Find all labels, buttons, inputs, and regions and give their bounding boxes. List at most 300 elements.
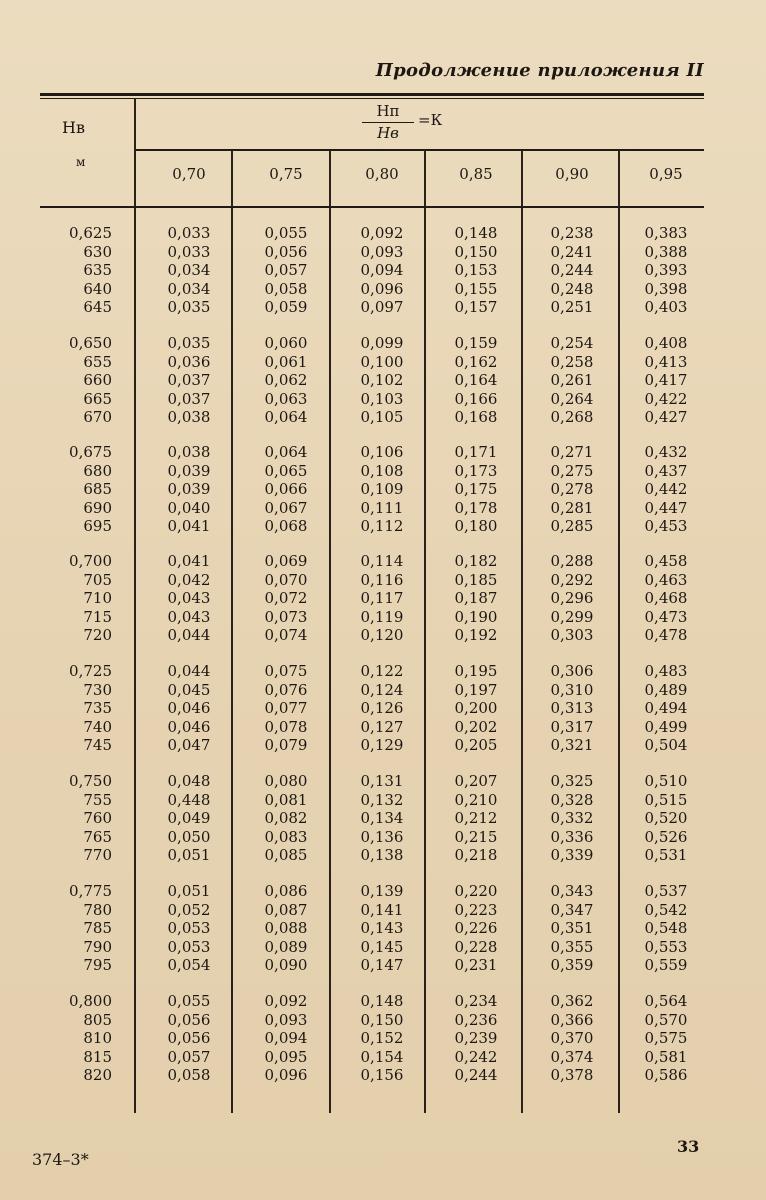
- table-cell: 0,034: [167, 279, 211, 298]
- table-cell: 0,398: [644, 279, 688, 298]
- table-row: [0, 626, 766, 644]
- table-row: [0, 371, 766, 389]
- row-hv-value: 645: [83, 298, 112, 317]
- row-hv-value: 820: [83, 1066, 112, 1085]
- table-cell: 0,268: [550, 408, 594, 427]
- table-cell: 0,313: [550, 699, 594, 718]
- row-hv-value: 705: [83, 570, 112, 589]
- table-cell: 0,143: [360, 919, 404, 938]
- table-cell: 0,088: [264, 919, 308, 938]
- table-row: [0, 334, 766, 352]
- table-cell: 0,261: [550, 371, 594, 390]
- table-row: [0, 280, 766, 298]
- table-cell: 0,055: [167, 992, 211, 1010]
- table-cell: 0,347: [550, 900, 594, 919]
- table-row: [0, 353, 766, 371]
- table-cell: 0,060: [264, 334, 308, 352]
- table-row: [0, 992, 766, 1010]
- table-cell: 0,548: [644, 919, 688, 938]
- table-cell: 0,057: [264, 261, 308, 280]
- table-cell: 0,038: [167, 408, 211, 427]
- table-row: [0, 919, 766, 937]
- table-cell: 0,062: [264, 371, 308, 390]
- table-cell: 0,134: [360, 809, 404, 828]
- table-cell: 0,047: [167, 736, 211, 755]
- table-cell: 0,264: [550, 389, 594, 408]
- table-cell: 0,073: [264, 607, 308, 626]
- table-row: [0, 390, 766, 408]
- table-cell: 0,105: [360, 408, 404, 427]
- table-cell: 0,045: [167, 680, 211, 699]
- table-cell: 0,124: [360, 680, 404, 699]
- table-cell: 0,119: [360, 607, 404, 626]
- table-row: [0, 608, 766, 626]
- table-cell: 0,043: [167, 607, 211, 626]
- table-cell: 0,114: [360, 552, 404, 570]
- table-cell: 0,586: [644, 1066, 688, 1085]
- table-cell: 0,228: [454, 937, 498, 956]
- row-header-label: Нв: [62, 118, 85, 137]
- table-cell: 0,077: [264, 699, 308, 718]
- fraction-numerator: Нп: [376, 102, 400, 120]
- table-cell: 0,046: [167, 717, 211, 736]
- table-cell: 0,078: [264, 717, 308, 736]
- table-cell: 0,153: [454, 261, 498, 280]
- table-cell: 0,413: [644, 352, 688, 371]
- table-cell: 0,278: [550, 480, 594, 499]
- column-divider-header: [424, 150, 426, 206]
- table-row: [0, 589, 766, 607]
- column-header-k: 0,90: [555, 165, 589, 183]
- table-cell: 0,157: [454, 298, 498, 317]
- table-cell: 0,468: [644, 589, 688, 608]
- table-cell: 0,542: [644, 900, 688, 919]
- table-cell: 0,553: [644, 937, 688, 956]
- table-row: [0, 499, 766, 517]
- table-cell: 0,154: [360, 1047, 404, 1066]
- row-hv-value: 0,625: [69, 224, 112, 242]
- column-divider-header: [231, 150, 233, 206]
- table-cell: 0,180: [454, 517, 498, 536]
- row-hv-value: 630: [83, 242, 112, 261]
- formula-equals-k: =К: [418, 111, 443, 129]
- table-cell: 0,090: [264, 956, 308, 975]
- table-cell: 0,483: [644, 662, 688, 680]
- table-cell: 0,147: [360, 956, 404, 975]
- table-cell: 0,205: [454, 736, 498, 755]
- table-cell: 0,155: [454, 279, 498, 298]
- table-cell: 0,036: [167, 352, 211, 371]
- row-hv-value: 795: [83, 956, 112, 975]
- table-cell: 0,427: [644, 408, 688, 427]
- table-cell: 0,061: [264, 352, 308, 371]
- column-divider-header: [521, 150, 523, 206]
- table-cell: 0,035: [167, 334, 211, 352]
- fraction-bar: [362, 122, 414, 123]
- table-cell: 0,575: [644, 1029, 688, 1048]
- table-cell: 0,055: [264, 224, 308, 242]
- table-cell: 0,164: [454, 371, 498, 390]
- table-cell: 0,064: [264, 408, 308, 427]
- table-cell: 0,325: [550, 772, 594, 790]
- table-cell: 0,053: [167, 937, 211, 956]
- table-cell: 0,417: [644, 371, 688, 390]
- table-row: [0, 1048, 766, 1066]
- footer-signature-mark: 374–3*: [32, 1150, 89, 1169]
- column-header-k: 0,80: [365, 165, 399, 183]
- table-row: [0, 956, 766, 974]
- table-cell: 0,044: [167, 626, 211, 645]
- table-row: [0, 699, 766, 717]
- table-cell: 0,210: [454, 790, 498, 809]
- table-cell: 0,200: [454, 699, 498, 718]
- table-cell: 0,100: [360, 352, 404, 371]
- table-cell: 0,080: [264, 772, 308, 790]
- table-cell: 0,081: [264, 790, 308, 809]
- table-cell: 0,393: [644, 261, 688, 280]
- table-cell: 0,095: [264, 1047, 308, 1066]
- table-cell: 0,366: [550, 1010, 594, 1029]
- table-cell: 0,046: [167, 699, 211, 718]
- table-cell: 0,378: [550, 1066, 594, 1085]
- table-cell: 0,103: [360, 389, 404, 408]
- table-cell: 0,127: [360, 717, 404, 736]
- table-cell: 0,120: [360, 626, 404, 645]
- table-cell: 0,343: [550, 882, 594, 900]
- table-cell: 0,148: [360, 992, 404, 1010]
- table-cell: 0,148: [454, 224, 498, 242]
- table-cell: 0,238: [550, 224, 594, 242]
- table-cell: 0,218: [454, 846, 498, 865]
- row-hv-value: 680: [83, 461, 112, 480]
- row-hv-value: 740: [83, 717, 112, 736]
- table-cell: 0,057: [167, 1047, 211, 1066]
- table-cell: 0,248: [550, 279, 594, 298]
- table-row: [0, 408, 766, 426]
- table-cell: 0,258: [550, 352, 594, 371]
- table-cell: 0,202: [454, 717, 498, 736]
- table-cell: 0,306: [550, 662, 594, 680]
- column-divider-header: [329, 150, 331, 206]
- table-cell: 0,383: [644, 224, 688, 242]
- table-cell: 0,033: [167, 242, 211, 261]
- row-hv-value: 810: [83, 1029, 112, 1048]
- table-cell: 0,190: [454, 607, 498, 626]
- table-cell: 0,173: [454, 461, 498, 480]
- table-cell: 0,109: [360, 480, 404, 499]
- table-cell: 0,171: [454, 443, 498, 461]
- table-cell: 0,074: [264, 626, 308, 645]
- table-cell: 0,037: [167, 389, 211, 408]
- table-cell: 0,296: [550, 589, 594, 608]
- fraction: [360, 102, 416, 143]
- ratio-formula: [360, 102, 470, 142]
- table-cell: 0,058: [167, 1066, 211, 1085]
- table-cell: 0,494: [644, 699, 688, 718]
- table-cell: 0,215: [454, 827, 498, 846]
- table-cell: 0,034: [167, 261, 211, 280]
- table-cell: 0,448: [167, 790, 211, 809]
- table-cell: 0,220: [454, 882, 498, 900]
- table-cell: 0,187: [454, 589, 498, 608]
- row-hv-value: 670: [83, 408, 112, 427]
- table-row: [0, 882, 766, 900]
- table-cell: 0,231: [454, 956, 498, 975]
- fraction-denominator: Нв: [377, 124, 399, 142]
- table-cell: 0,321: [550, 736, 594, 755]
- table-cell: 0,362: [550, 992, 594, 1010]
- table-cell: 0,244: [550, 261, 594, 280]
- table-cell: 0,132: [360, 790, 404, 809]
- column-header-k: 0,85: [459, 165, 493, 183]
- row-hv-value: 745: [83, 736, 112, 755]
- table-cell: 0,056: [167, 1010, 211, 1029]
- table-cell: 0,159: [454, 334, 498, 352]
- table-cell: 0,051: [167, 846, 211, 865]
- table-cell: 0,097: [360, 298, 404, 317]
- table-cell: 0,089: [264, 937, 308, 956]
- table-cell: 0,063: [264, 389, 308, 408]
- table-row: [0, 1066, 766, 1084]
- table-cell: 0,094: [264, 1029, 308, 1048]
- table-cell: 0,068: [264, 517, 308, 536]
- table-cell: 0,093: [264, 1010, 308, 1029]
- table-row: [0, 462, 766, 480]
- table-cell: 0,049: [167, 809, 211, 828]
- table-cell: 0,489: [644, 680, 688, 699]
- table-cell: 0,096: [360, 279, 404, 298]
- table-cell: 0,085: [264, 846, 308, 865]
- table-cell: 0,271: [550, 443, 594, 461]
- table-cell: 0,162: [454, 352, 498, 371]
- table-cell: 0,332: [550, 809, 594, 828]
- table-cell: 0,092: [264, 992, 308, 1010]
- table-cell: 0,447: [644, 498, 688, 517]
- row-hv-value: 635: [83, 261, 112, 280]
- row-hv-value: 660: [83, 371, 112, 390]
- table-row: [0, 809, 766, 827]
- table-cell: 0,458: [644, 552, 688, 570]
- table-cell: 0,285: [550, 517, 594, 536]
- table-cell: 0,504: [644, 736, 688, 755]
- table-cell: 0,473: [644, 607, 688, 626]
- row-hv-value: 695: [83, 517, 112, 536]
- table-cell: 0,223: [454, 900, 498, 919]
- table-cell: 0,442: [644, 480, 688, 499]
- table-cell: 0,072: [264, 589, 308, 608]
- table-cell: 0,051: [167, 882, 211, 900]
- table-row: [0, 261, 766, 279]
- table-cell: 0,082: [264, 809, 308, 828]
- table-cell: 0,111: [360, 498, 404, 517]
- table-cell: 0,122: [360, 662, 404, 680]
- table-cell: 0,106: [360, 443, 404, 461]
- table-row: [0, 828, 766, 846]
- table-cell: 0,145: [360, 937, 404, 956]
- page-header-title: Продолжение приложения II: [375, 60, 704, 81]
- table-cell: 0,510: [644, 772, 688, 790]
- table-cell: 0,138: [360, 846, 404, 865]
- table-row: [0, 901, 766, 919]
- table-row: [0, 1029, 766, 1047]
- row-hv-value: 710: [83, 589, 112, 608]
- table-row: [0, 298, 766, 316]
- column-header-k: 0,95: [649, 165, 683, 183]
- table-cell: 0,083: [264, 827, 308, 846]
- row-hv-value: 0,775: [69, 882, 112, 900]
- table-cell: 0,422: [644, 389, 688, 408]
- table-cell: 0,039: [167, 480, 211, 499]
- table-cell: 0,102: [360, 371, 404, 390]
- column-header-k: 0,70: [172, 165, 206, 183]
- table-cell: 0,288: [550, 552, 594, 570]
- table-row: [0, 791, 766, 809]
- row-hv-value: 655: [83, 352, 112, 371]
- table-row: [0, 224, 766, 242]
- table-cell: 0,570: [644, 1010, 688, 1029]
- column-header-k: 0,75: [269, 165, 303, 183]
- table-cell: 0,234: [454, 992, 498, 1010]
- row-hv-value: 815: [83, 1047, 112, 1066]
- row-hv-value: 0,650: [69, 334, 112, 352]
- table-cell: 0,499: [644, 717, 688, 736]
- table-cell: 0,310: [550, 680, 594, 699]
- table-cell: 0,166: [454, 389, 498, 408]
- table-cell: 0,112: [360, 517, 404, 536]
- row-hv-value: 755: [83, 790, 112, 809]
- table-cell: 0,531: [644, 846, 688, 865]
- table-cell: 0,526: [644, 827, 688, 846]
- table-cell: 0,317: [550, 717, 594, 736]
- row-hv-value: 730: [83, 680, 112, 699]
- table-cell: 0,192: [454, 626, 498, 645]
- table-row: [0, 552, 766, 570]
- table-row: [0, 846, 766, 864]
- table-cell: 0,281: [550, 498, 594, 517]
- table-row: [0, 243, 766, 261]
- row-hv-value: 665: [83, 389, 112, 408]
- table-cell: 0,139: [360, 882, 404, 900]
- table-cell: 0,086: [264, 882, 308, 900]
- table-cell: 0,076: [264, 680, 308, 699]
- table-cell: 0,052: [167, 900, 211, 919]
- table-row: [0, 1011, 766, 1029]
- table-cell: 0,564: [644, 992, 688, 1010]
- table-cell: 0,066: [264, 480, 308, 499]
- table-cell: 0,336: [550, 827, 594, 846]
- table-cell: 0,056: [264, 242, 308, 261]
- table-cell: 0,408: [644, 334, 688, 352]
- table-cell: 0,195: [454, 662, 498, 680]
- row-hv-value: 720: [83, 626, 112, 645]
- column-divider-header: [618, 150, 620, 206]
- row-hv-value: 780: [83, 900, 112, 919]
- table-cell: 0,041: [167, 517, 211, 536]
- table-cell: 0,355: [550, 937, 594, 956]
- table-cell: 0,212: [454, 809, 498, 828]
- table-cell: 0,079: [264, 736, 308, 755]
- table-cell: 0,226: [454, 919, 498, 938]
- table-cell: 0,136: [360, 827, 404, 846]
- table-cell: 0,070: [264, 570, 308, 589]
- table-cell: 0,067: [264, 498, 308, 517]
- table-cell: 0,126: [360, 699, 404, 718]
- table-cell: 0,033: [167, 224, 211, 242]
- table-row: [0, 772, 766, 790]
- row-hv-value: 0,700: [69, 552, 112, 570]
- table-cell: 0,403: [644, 298, 688, 317]
- table-cell: 0,043: [167, 589, 211, 608]
- table-row: [0, 662, 766, 680]
- table-cell: 0,156: [360, 1066, 404, 1085]
- table-cell: 0,207: [454, 772, 498, 790]
- table-cell: 0,359: [550, 956, 594, 975]
- row-hv-value: 0,800: [69, 992, 112, 1010]
- table-cell: 0,087: [264, 900, 308, 919]
- table-cell: 0,075: [264, 662, 308, 680]
- table-row: [0, 480, 766, 498]
- row-hv-value: 640: [83, 279, 112, 298]
- table-cell: 0,515: [644, 790, 688, 809]
- row-hv-value: 0,750: [69, 772, 112, 790]
- table-row: [0, 718, 766, 736]
- table-cell: 0,129: [360, 736, 404, 755]
- table-cell: 0,339: [550, 846, 594, 865]
- table-cell: 0,056: [167, 1029, 211, 1048]
- table-cell: 0,152: [360, 1029, 404, 1048]
- table-cell: 0,299: [550, 607, 594, 626]
- table-cell: 0,244: [454, 1066, 498, 1085]
- table-cell: 0,254: [550, 334, 594, 352]
- table-cell: 0,141: [360, 900, 404, 919]
- table-cell: 0,239: [454, 1029, 498, 1048]
- table-cell: 0,241: [550, 242, 594, 261]
- table-cell: 0,150: [360, 1010, 404, 1029]
- table-row: [0, 517, 766, 535]
- table-cell: 0,096: [264, 1066, 308, 1085]
- row-hv-value: 0,675: [69, 443, 112, 461]
- table-cell: 0,150: [454, 242, 498, 261]
- table-cell: 0,581: [644, 1047, 688, 1066]
- page-number: 33: [677, 1137, 700, 1156]
- table-cell: 0,041: [167, 552, 211, 570]
- row-hv-value: 805: [83, 1010, 112, 1029]
- table-cell: 0,432: [644, 443, 688, 461]
- table-cell: 0,117: [360, 589, 404, 608]
- table-cell: 0,053: [167, 919, 211, 938]
- table-cell: 0,168: [454, 408, 498, 427]
- row-hv-value: 770: [83, 846, 112, 865]
- table-cell: 0,058: [264, 279, 308, 298]
- table-cell: 0,537: [644, 882, 688, 900]
- table-cell: 0,044: [167, 662, 211, 680]
- table-cell: 0,065: [264, 461, 308, 480]
- row-hv-value: 765: [83, 827, 112, 846]
- row-header-unit: м: [76, 155, 86, 169]
- table-cell: 0,303: [550, 626, 594, 645]
- row-hv-value: 735: [83, 699, 112, 718]
- table-cell: 0,042: [167, 570, 211, 589]
- table-row: [0, 681, 766, 699]
- table-cell: 0,048: [167, 772, 211, 790]
- table-cell: 0,197: [454, 680, 498, 699]
- table-row: [0, 938, 766, 956]
- table-cell: 0,328: [550, 790, 594, 809]
- table-cell: 0,351: [550, 919, 594, 938]
- table-cell: 0,182: [454, 552, 498, 570]
- table-cell: 0,185: [454, 570, 498, 589]
- row-hv-value: 790: [83, 937, 112, 956]
